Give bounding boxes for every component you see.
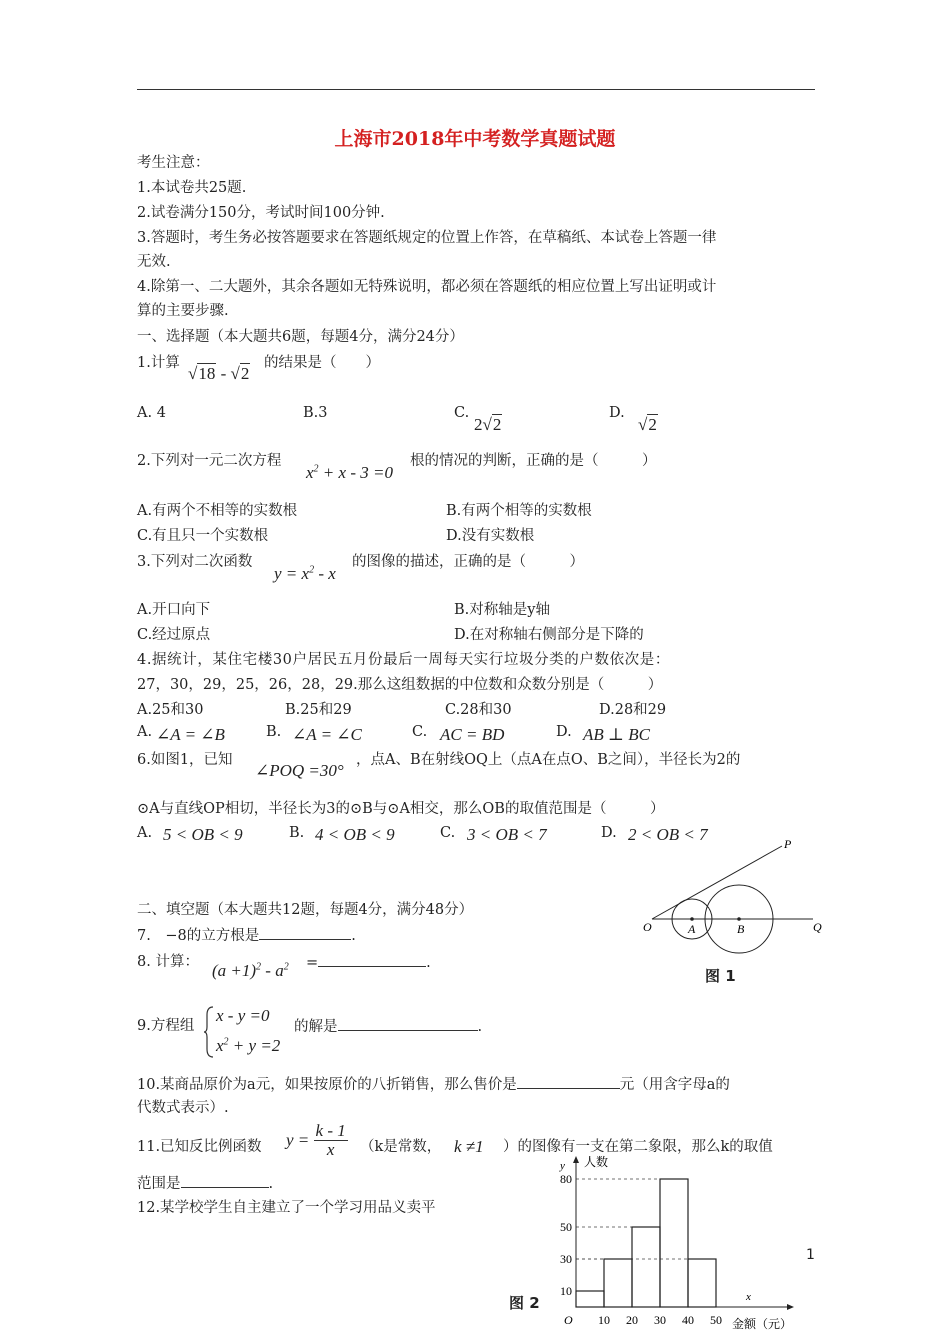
q1-minus: - bbox=[216, 364, 231, 383]
q1-radicand-a: 18 bbox=[198, 364, 216, 383]
notice-line: 4.除第一、二大题外，其余各题如无特殊说明，都必须在答题纸的相应位置上写出证明或计 bbox=[137, 279, 717, 295]
q3-option-a: A.开口向下 bbox=[137, 602, 211, 618]
q8-expr-b: - a bbox=[261, 961, 284, 980]
label-b: B bbox=[737, 922, 745, 936]
q5-option-d: AB ⊥ BC bbox=[583, 725, 650, 744]
bar bbox=[632, 1227, 660, 1307]
q5-option-b: ∠A = ∠C bbox=[292, 725, 362, 744]
page-number: 1 bbox=[806, 1247, 815, 1263]
notice-line: 1.本试卷共25题. bbox=[137, 180, 247, 196]
q10-line-1 bbox=[137, 1074, 730, 1095]
q2-option-d: D.没有实数根 bbox=[446, 528, 535, 544]
q2-option-c: C.有且只一个实数根 bbox=[137, 528, 269, 544]
q9-prefix: 9.方程组 bbox=[137, 1018, 195, 1034]
x-tick-labels bbox=[598, 1313, 722, 1327]
q6-option-b-label: B. bbox=[289, 825, 305, 841]
q3-prefix: 3.下列对二次函数 bbox=[137, 554, 253, 570]
point-a bbox=[690, 917, 694, 921]
q4-option-c: C.28和30 bbox=[445, 702, 512, 718]
q11-end: . bbox=[268, 1176, 274, 1192]
q8-answer-blank[interactable] bbox=[318, 952, 426, 967]
q9-equation-2: $x^2 + y =2$ bbox=[216, 1036, 281, 1055]
notice-line: 3.答题时，考生务必按答题要求在答题纸规定的位置上作答，在草稿纸、本试卷上答题一律 bbox=[137, 230, 717, 246]
q11-line-2 bbox=[137, 1173, 273, 1194]
q3-option-b: B.对称轴是y轴 bbox=[454, 602, 550, 618]
q9-equation-1: x - y =0 bbox=[216, 1006, 270, 1025]
q5-option-c: AC = BD bbox=[440, 725, 505, 744]
q8-expression: $(a +1)^2 - a^2$ bbox=[212, 961, 289, 980]
q7-text: 7. −8的立方根是 bbox=[137, 928, 260, 944]
y-tick-label: 10 bbox=[560, 1284, 572, 1298]
q2-prefix: 2.下列对一元二次方程 bbox=[137, 453, 282, 469]
notice-header: 考生注意： bbox=[137, 155, 210, 171]
q2-equation: $x^2 + x - 3 =0$ bbox=[306, 463, 393, 482]
q6-option-c: 3 < OB < 7 bbox=[467, 825, 547, 844]
section-2-heading: 二、填空题（本大题共12题，每题4分，满分48分） bbox=[137, 902, 474, 918]
top-rule bbox=[137, 89, 815, 90]
q8-prefix: 8. 计算： bbox=[137, 954, 199, 970]
q1-option-c-radicand: 2 bbox=[492, 415, 502, 434]
notice-line: 算的主要步骤. bbox=[137, 303, 229, 319]
x-tick-label: 10 bbox=[598, 1313, 610, 1327]
q2-option-a: A.有两个不相等的实数根 bbox=[137, 503, 298, 519]
page-title: 上海市2018年中考数学真题试题 bbox=[334, 128, 616, 150]
q10-line-2: 代数式表示）. bbox=[137, 1100, 229, 1116]
y-tick-labels bbox=[560, 1172, 572, 1298]
q11-function bbox=[286, 1122, 348, 1159]
q6-suffix: ，点A、B在射线OQ上（点A在点O、B之间），半径长为2的 bbox=[356, 752, 741, 768]
q11-condition: k ≠1 bbox=[454, 1137, 484, 1156]
q9-eq2-b: + y =2 bbox=[228, 1036, 281, 1055]
q1-option-d-expr: √2 bbox=[638, 415, 657, 434]
q1-option-c-coef: 2 bbox=[474, 415, 483, 434]
x-tick-label: 20 bbox=[626, 1313, 638, 1327]
q1-option-d: D. bbox=[609, 405, 625, 421]
q5-option-d-label: D. bbox=[556, 724, 572, 740]
figure-2-label: 图 2 bbox=[509, 1294, 540, 1312]
q4-line-1: 4.据统计，某住宅楼30户居民五月份最后一周每天实行垃圾分类的户数依次是： bbox=[137, 652, 670, 668]
q2-option-b: B.有两个相等的实数根 bbox=[446, 503, 592, 519]
q11-prefix: 11.已知反比例函数 bbox=[137, 1139, 262, 1155]
bar bbox=[660, 1179, 688, 1307]
q6-option-d: 2 < OB < 7 bbox=[628, 825, 708, 844]
q1-radicand-b: 2 bbox=[240, 364, 250, 383]
ray-op bbox=[652, 846, 782, 919]
q4-option-b: B.25和29 bbox=[285, 702, 352, 718]
q11-line-2-text: 范围是 bbox=[137, 1176, 181, 1192]
label-o: O bbox=[643, 920, 652, 934]
q1-option-b: B.3 bbox=[303, 405, 328, 421]
q2-equation-rest: + x - 3 =0 bbox=[322, 463, 393, 482]
q1-expression: √18 - √2 bbox=[188, 364, 250, 383]
q1-prefix: 1.计算 bbox=[137, 355, 180, 371]
x-tick-label: 40 bbox=[682, 1313, 694, 1327]
q11-suffix: ）的图像有一支在第二象限，那么k的取值 bbox=[503, 1139, 773, 1155]
q6-option-a: 5 < OB < 9 bbox=[163, 825, 243, 844]
q1-option-d-radicand: 2 bbox=[648, 415, 657, 434]
notice-line: 无效. bbox=[137, 254, 171, 270]
x-axis-var: x bbox=[746, 1291, 751, 1303]
q3-suffix: 的图像的描述，正确的是（ ） bbox=[352, 554, 584, 570]
q4-option-d: D.28和29 bbox=[599, 702, 667, 718]
y-axis-var: y bbox=[560, 1160, 565, 1172]
bar bbox=[688, 1259, 716, 1307]
bar bbox=[604, 1259, 632, 1307]
label-a: A bbox=[688, 922, 696, 936]
q5-option-b-label: B. bbox=[266, 724, 282, 740]
q10-line-1-end: 元（用含字母a的 bbox=[619, 1077, 730, 1093]
y-tick-label: 80 bbox=[560, 1172, 572, 1186]
q7-end: . bbox=[351, 928, 356, 944]
q6-option-d-label: D. bbox=[601, 825, 617, 841]
q11-middle: （k是常数， bbox=[360, 1139, 442, 1155]
q6-angle: ∠POQ =30° bbox=[255, 761, 344, 780]
q9-brace bbox=[203, 1005, 215, 1059]
q6-option-c-label: C. bbox=[440, 825, 456, 841]
q10-text: 10.某商品原价为a元，如果按原价的八折销售，那么售价是 bbox=[137, 1077, 517, 1093]
q3-equation-right: - x bbox=[314, 564, 336, 583]
x-axis-arrow bbox=[787, 1304, 794, 1310]
q5-option-a: ∠A = ∠B bbox=[156, 725, 225, 744]
bar bbox=[576, 1291, 604, 1307]
label-p: P bbox=[784, 837, 792, 851]
y-tick-label: 30 bbox=[560, 1252, 572, 1266]
q12-text: 12.某学校学生自主建立了一个学习用品义卖平 bbox=[137, 1200, 436, 1216]
q9-answer bbox=[294, 1016, 482, 1037]
q9-suffix: 的解是 bbox=[294, 1019, 338, 1035]
q4-option-a: A.25和30 bbox=[137, 702, 204, 718]
q11-fraction bbox=[314, 1122, 348, 1159]
x-axis-label: 金额（元） bbox=[732, 1317, 793, 1331]
q11-denominator: x bbox=[326, 1140, 335, 1159]
q7-answer-blank[interactable] bbox=[259, 925, 351, 940]
q3-equation-left: y = x bbox=[274, 564, 310, 583]
q5-option-c-label: C. bbox=[412, 724, 428, 740]
q9-end: . bbox=[477, 1019, 483, 1035]
figure-1-label: 图 1 bbox=[705, 967, 736, 985]
y-axis-arrow bbox=[573, 1156, 579, 1163]
q7 bbox=[137, 925, 356, 946]
y-tick-label: 50 bbox=[560, 1220, 572, 1234]
q3-option-c: C.经过原点 bbox=[137, 627, 211, 643]
figure-2-chart bbox=[540, 1150, 800, 1344]
q11-numerator: k - 1 bbox=[315, 1121, 346, 1140]
section-1-heading: 一、选择题（本大题共6题，每题4分，满分24分） bbox=[137, 329, 464, 345]
x-tick-label: 50 bbox=[710, 1313, 722, 1327]
origin-label: O bbox=[564, 1313, 573, 1327]
q1-option-c: C. bbox=[454, 405, 470, 421]
q8-end: . bbox=[426, 955, 431, 971]
point-b bbox=[737, 917, 741, 921]
q3-option-d: D.在对称轴右侧部分是下降的 bbox=[454, 627, 644, 643]
q11-y: y = bbox=[286, 1130, 310, 1150]
q8-answer bbox=[306, 952, 431, 973]
q1-suffix: 的结果是（ ） bbox=[264, 355, 380, 371]
q6-option-a-label: A. bbox=[137, 825, 153, 841]
q4-line-2: 27，30，29，25，26，28，29.那么这组数据的中位数和众数分别是（ ） bbox=[137, 677, 663, 693]
q6-line-2: ⊙A与直线OP相切，半径长为3的⊙B与⊙A相交，那么OB的取值范围是（ ） bbox=[137, 801, 665, 817]
q6-option-b: 4 < OB < 9 bbox=[315, 825, 395, 844]
q11-answer-blank[interactable] bbox=[181, 1173, 269, 1188]
q6-prefix: 6.如图1，已知 bbox=[137, 752, 233, 768]
q1-option-c-expr: 2√2 bbox=[474, 415, 502, 434]
q8-expr-a: (a +1) bbox=[212, 961, 257, 980]
label-q: Q bbox=[813, 920, 822, 934]
q3-equation: $y = x^2 - x$ bbox=[274, 564, 336, 583]
q9-eq2-a: x bbox=[216, 1036, 224, 1055]
notice-line: 2.试卷满分150分，考试时间100分钟. bbox=[137, 205, 385, 221]
q10-answer-blank[interactable] bbox=[517, 1074, 620, 1089]
q8-equals: = bbox=[306, 955, 319, 971]
q2-suffix: 根的情况的判断，正确的是（ ） bbox=[410, 453, 657, 469]
q9-answer-blank[interactable] bbox=[338, 1016, 478, 1031]
x-tick-label: 30 bbox=[654, 1313, 666, 1327]
chart-bars bbox=[576, 1179, 716, 1307]
y-axis-label: 人数 bbox=[584, 1155, 609, 1169]
q1-option-a: A. 4 bbox=[137, 405, 166, 421]
q5-option-a-label: A. bbox=[137, 724, 153, 740]
